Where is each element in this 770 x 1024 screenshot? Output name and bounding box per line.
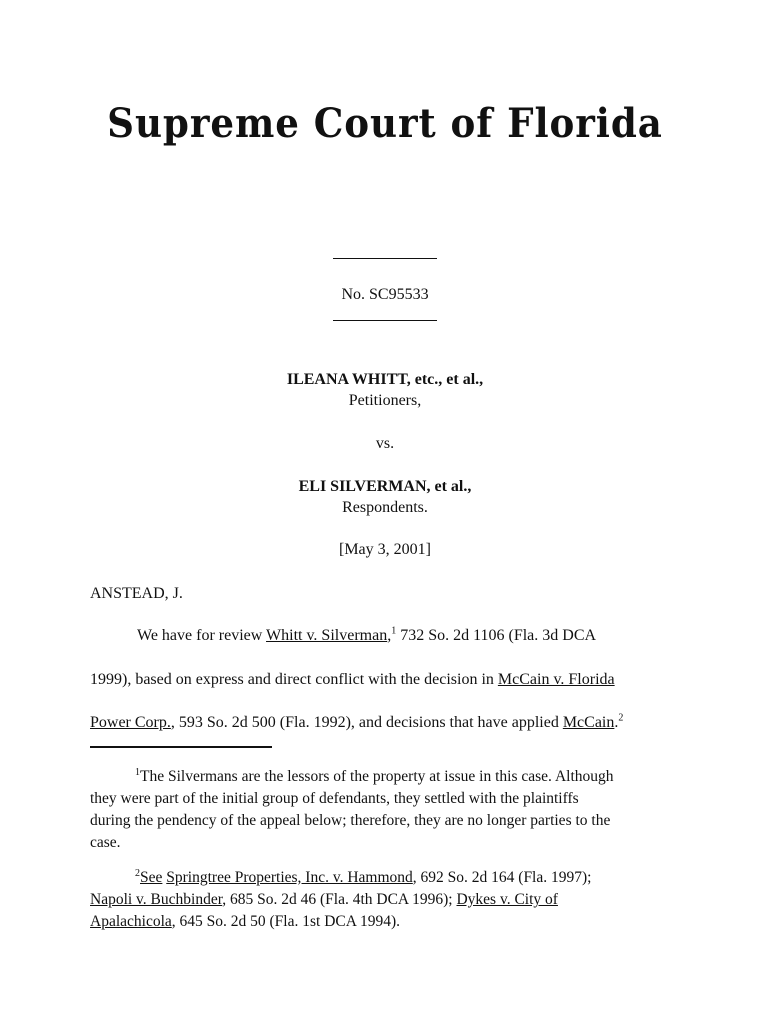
opinion-author: ANSTEAD, J. (90, 585, 183, 602)
case-citation-springtree: Springtree Properties, Inc. v. Hammond (166, 869, 413, 886)
case-number-rule-top (333, 258, 437, 259)
petitioner-role: Petitioners, (348, 392, 422, 409)
footnote-1-marker: 1 (135, 766, 140, 778)
opinion-line-2 (90, 670, 615, 690)
case-citation-whitt: Whitt v. Silverman (266, 627, 388, 644)
court-name-heading: Supreme Court of Florida (107, 100, 663, 147)
footnote-1-line-4: case. (90, 834, 121, 851)
comma: , (387, 627, 392, 644)
footnote-2-line-1 (135, 867, 591, 889)
footnote-1-line-3: during the pendency of the appeal below; therefore, they are no longer parties to the (90, 812, 611, 829)
footnote-1-line-1 (135, 766, 614, 788)
footnote-2-marker: 2 (135, 867, 140, 879)
decision-date: [May 3, 2001] (339, 541, 431, 558)
signal-see: See (140, 869, 163, 886)
respondent-name: ELI SILVERMAN, et al., (298, 478, 472, 495)
case-citation-mccain-cont: Power Corp. (90, 714, 171, 731)
petitioner-name: ILEANA WHITT, etc., et al., (286, 371, 484, 388)
case-citation-dykes: Dykes v. City of (456, 891, 558, 908)
case-citation-dykes-cont: Apalachicola (90, 913, 172, 930)
opinion-line-1 (137, 626, 596, 646)
case-number: No. SC95533 (341, 286, 429, 303)
footnote-separator (90, 746, 272, 748)
footnote-2-line-2 (90, 889, 558, 911)
footnote-ref-1: 1 (391, 625, 397, 637)
respondent-role: Respondents. (342, 499, 428, 516)
case-citation-mccain-short: McCain (562, 714, 615, 731)
footnote-1-line-2: they were part of the initial group of defendants, they settled with the plaintiffs (90, 790, 579, 807)
case-number-rule-bottom (333, 320, 437, 321)
case-citation-mccain: McCain v. Florida (497, 671, 615, 688)
footnote-text: , 685 So. 2d 46 (Fla. 4th DCA 1996); (222, 891, 457, 908)
footnote-text: , 645 So. 2d 50 (Fla. 1st DCA 1994). (171, 913, 400, 930)
opinion-text: , 593 So. 2d 500 (Fla. 1992), and decisions that have applied (170, 714, 563, 731)
versus-label: vs. (375, 435, 395, 452)
opinion-text: . (614, 714, 619, 731)
footnote-2-line-3 (90, 911, 400, 933)
opinion-text: We have for review (137, 627, 267, 644)
opinion-text: 732 So. 2d 1106 (Fla. 3d DCA (396, 627, 597, 644)
case-citation-napoli: Napoli v. Buchbinder (90, 891, 223, 908)
footnote-text: , 692 So. 2d 164 (Fla. 1997); (412, 869, 592, 886)
opinion-line-3 (90, 713, 623, 733)
opinion-text: 1999), based on express and direct conflict with the decision in (90, 671, 498, 688)
footnote-ref-2: 2 (618, 712, 624, 724)
footnote-text: The Silvermans are the lessors of the property at issue in this case. Although (140, 768, 614, 785)
